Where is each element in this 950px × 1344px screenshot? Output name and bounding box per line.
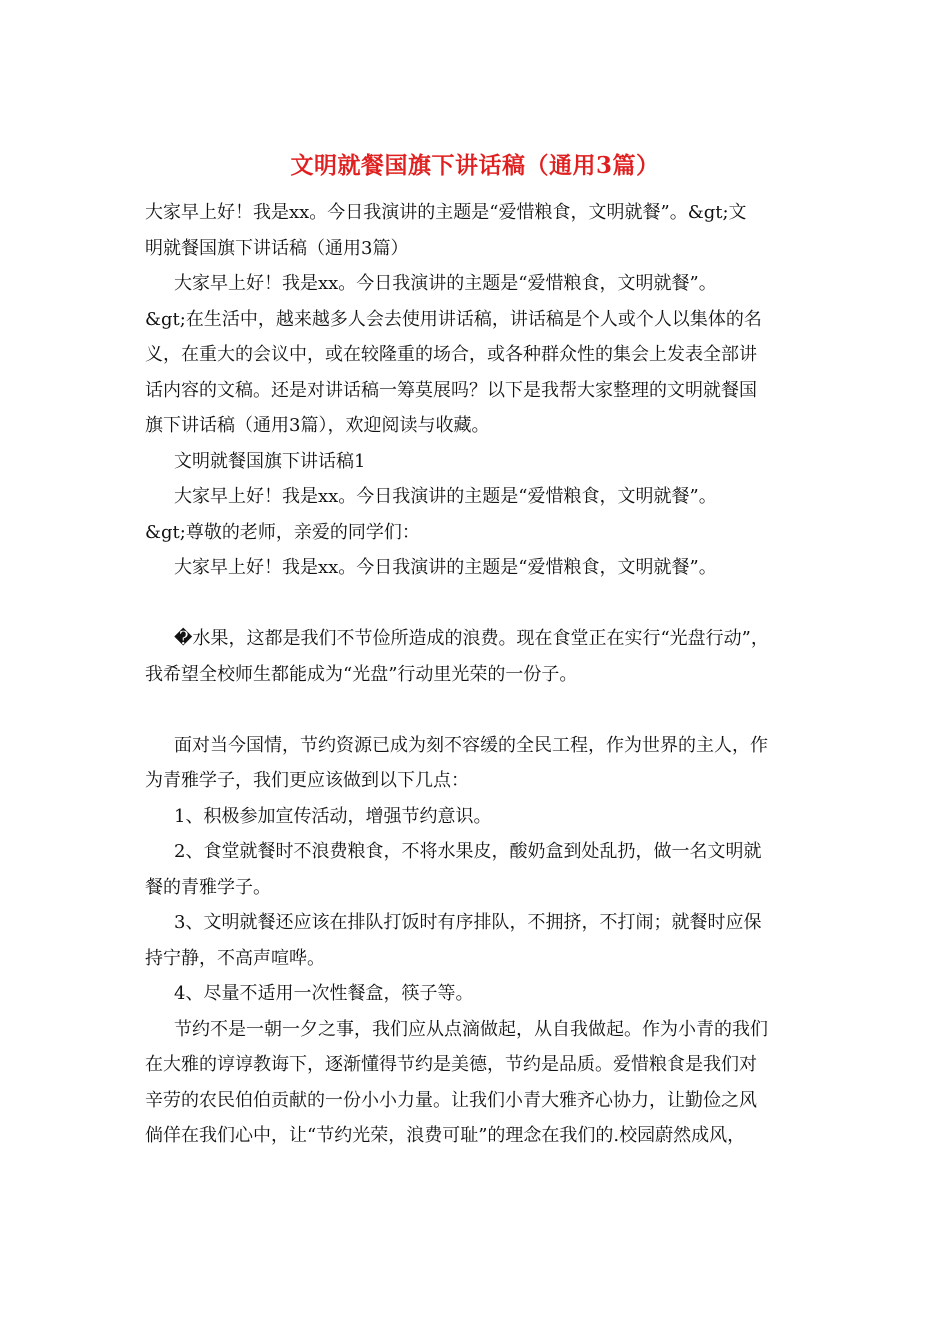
paragraph-line: 倘佯在我们心中，让“节约光荣，浪费可耻”的理念在我们的.校园蔚然成风， <box>145 1125 746 1146</box>
blank-line <box>145 692 825 728</box>
list-item: 4、尽量不适用一次性餐盒，筷子等。 <box>174 983 474 1004</box>
paragraph-line: 大家早上好！我是xx。今日我演讲的主题是“爱惜粮食，文明就餐”。&gt;文 <box>145 202 747 223</box>
paragraph-line: 旗下讲话稿（通用3篇），欢迎阅读与收藏。 <box>145 415 490 436</box>
paragraph-line: 义，在重大的会议中，或在较隆重的场合，或各种群众性的集会上发表全部讲 <box>145 344 757 365</box>
paragraph-line: 大家早上好！我是xx。今日我演讲的主题是“爱惜粮食，文明就餐”。 <box>174 557 717 578</box>
paragraph-line: 明就餐国旗下讲话稿（通用3篇） <box>145 237 409 259</box>
paragraph-line: &gt;在生活中，越来越多人会去使用讲话稿，讲话稿是个人或个人以集体的名 <box>145 308 762 330</box>
paragraph-line: 在大雅的谆谆教诲下，逐渐懂得节约是美德，节约是品质。爱惜粮食是我们对 <box>145 1054 757 1075</box>
paragraph-line: &gt;尊敬的老师，亲爱的同学们： <box>145 521 420 543</box>
paragraph-line: 大家早上好！我是xx。今日我演讲的主题是“爱惜粮食，文明就餐”。 <box>174 273 717 294</box>
list-item-continuation: 持宁静，不高声喧哗。 <box>145 947 325 969</box>
list-item: 1、积极参加宣传活动，增强节约意识。 <box>174 805 492 827</box>
list-item-continuation: 餐的青雅学子。 <box>145 876 271 898</box>
paragraph-line: 大家早上好！我是xx。今日我演讲的主题是“爱惜粮食，文明就餐”。 <box>174 486 717 507</box>
paragraph-line: 话内容的文稿。还是对讲话稿一筹莫展吗？以下是我帮大家整理的文明就餐国 <box>145 379 757 401</box>
section-heading: 文明就餐国旗下讲话稿1 <box>174 450 366 472</box>
list-item: 3、文明就餐还应该在排队打饭时有序排队，不拥挤，不打闹；就餐时应保 <box>174 912 762 933</box>
paragraph-line: 节约不是一朝一夕之事，我们应从点滴做起，从自我做起。作为小青的我们 <box>174 1018 768 1040</box>
document-title: 文明就餐国旗下讲话稿（通用3篇） <box>290 152 660 179</box>
paragraph-line: 辛劳的农民伯伯贡献的一份小小力量。让我们小青大雅齐心协力，让勤俭之风 <box>145 1089 757 1111</box>
blank-line <box>145 586 825 622</box>
paragraph-line: 我希望全校师生都能成为“光盘”行动里光荣的一份子。 <box>145 663 578 685</box>
paragraph-line: 为青雅学子，我们更应该做到以下几点： <box>145 770 469 791</box>
paragraph-line: 面对当今国情，节约资源已成为刻不容缓的全民工程，作为世界的主人，作 <box>174 734 768 756</box>
document-body <box>145 195 825 1154</box>
list-item: 2、食堂就餐时不浪费粮食，不将水果皮，酸奶盒到处乱扔，做一名文明就 <box>174 841 762 862</box>
paragraph-line: �水果，这都是我们不节俭所造成的浪费。现在食堂正在实行“光盘行动”， <box>174 628 769 649</box>
